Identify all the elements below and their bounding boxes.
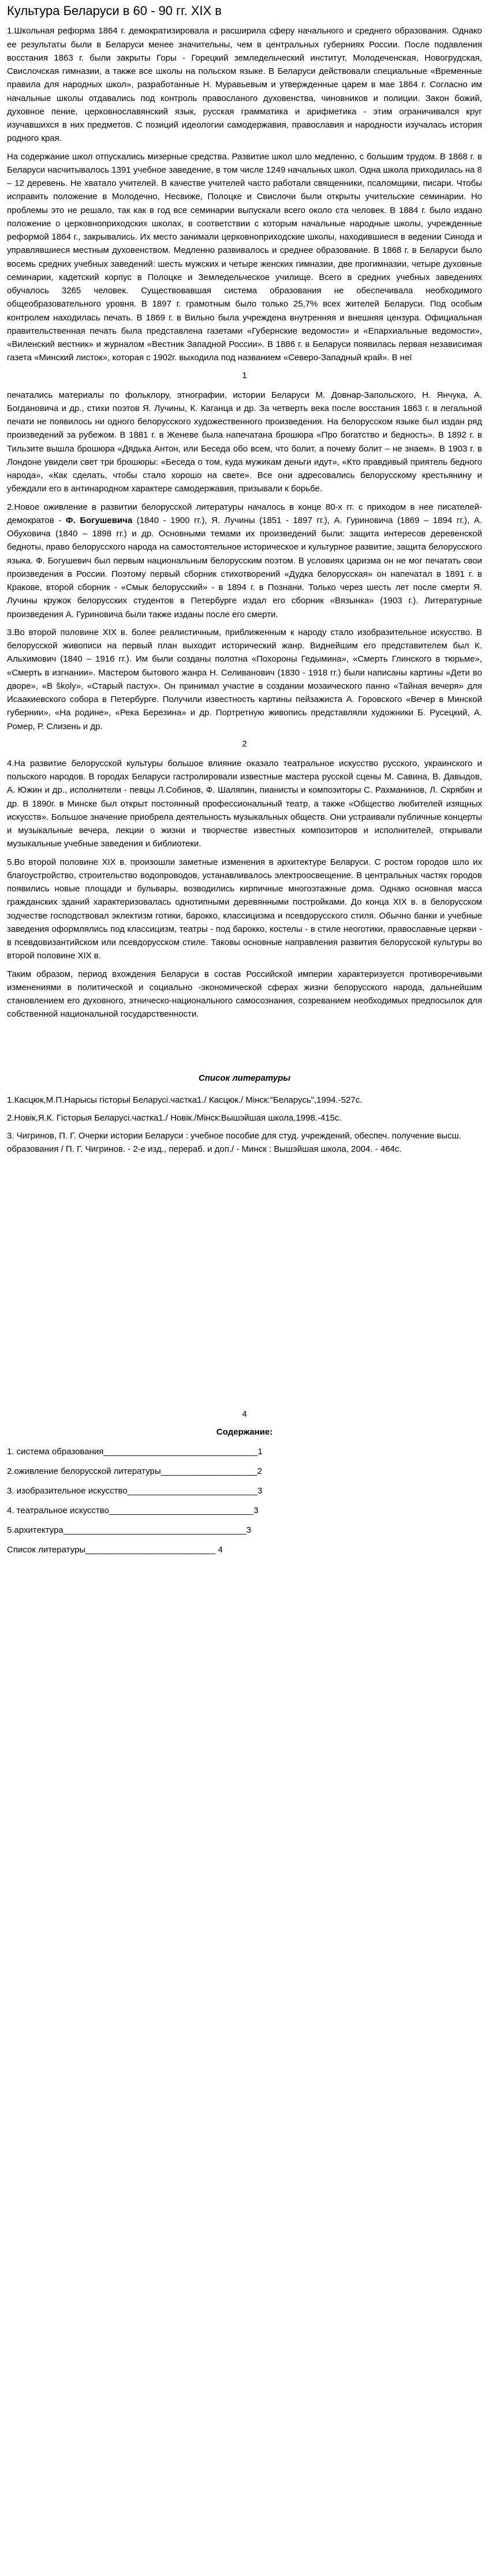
- page-number: 2: [242, 738, 247, 749]
- paragraph-fine-art: 3.Во второй половине XIX в. более реалистичным, приближенным к народу стало изобразительное искусство. В белорусской живописи на первый план выходит исторический жанр. Виднейшим его представителем был К. Альхимович (1840 – 1916 гг.). Им были созданы полотна «Похороны Гедымина», «Смерть Глинского в тюрьме», «Смерть в изгнании». Мастером бытового жанра Н. Селиванович (1830 - 1918 гг.) были написаны картины «Дети во дворе», «В školу», «Старый пастух». Он принимал участие в создании мозаического панно «Тайная вечеря» для Исаакиевского собора в Петербурге. Получили известность картины пейзажиста А. Горовского «Вечер в Минской губернии», «На родине», «Река Березина» и др. Портретную живопись представляли художники Б. Русецкий, А. Ромер, Р. Слизень и др.: [7, 627, 482, 731]
- toc-entry[interactable]: 5.архитектура______________________________________3: [7, 1525, 252, 1535]
- page-number: 1: [242, 370, 247, 380]
- page-title: Культура Беларуси в 60 - 90 гг. XIX в: [7, 3, 222, 18]
- paragraph-architecture: 5.Во второй половине XIX в. произошли заметные изменения в архитектуре Беларуси. С ростом городов шло их благоустройство, строительство водопроводов, устанавливалось электроосвещение. В центральных частях городов появились новые площади и бульвары, возводились кирпичные многоэтажные дома. Однако основная масса гражданских зданий характеризовалась однотипными деревянными постройками. До конца XIX в. в белорусском зодчестве господствовал эклектизм готики, барокко, классицизма и псевдорусского стиля. Обычно банки и учебные заведения оформлялись под классицизм, театры - под барокко, костелы - в стиле неоготики, православные церкви - в псевдовизантийском или псевдорусском стиле. Таковы основные направления развития белорусской культуры во второй половине XIX в.: [7, 857, 482, 961]
- author-name-bogushevich: Ф. Богушевича: [65, 515, 133, 525]
- page-number: 4: [242, 1409, 247, 1419]
- contents-title: Содержание:: [216, 1427, 273, 1437]
- literature-text-after: (1840 - 1900 гг.), Я. Лучины (1851 - 1897 гг.), А. Гуриновича (1869 – 1894 гг.), А. Обуховича (1840 – 1898 гг.) и др. Основными темами их произведений были: защита интересов деревенской бедноты, право белорусского народа на самостоятельное историческое и культурное развитие, защита белорусского языка. Ф. Богушевич был первым национальным белорусским поэтом. В условиях царизма он не мог печатать свои произведения в России. Поэтому первый сборник стихотворений «Дудка белорусская» он напечатал в 1891 г. в Кракове, второй сборник - «Смык белорусский» - в 1894 г. в Познани. Только через шесть лет после смерти Я. Лучины кружок белорусских студентов в Петербурге издал его сборник «Вязынка» (1903 г.). Литературные произведения А. Гуриновича были также изданы после его смерти.: [7, 515, 482, 619]
- toc-entry[interactable]: 3. изобразительное искусство___________________________3: [7, 1485, 263, 1496]
- paragraph-press-folklore: печатались материалы по фольклору, этнографии, истории Беларуси М. Довнар-Запольского, Н. Янчука, А. Богдановича и др., стихи поэтов Я. Лучины, К. Каганца и др. За четверть века после восстания 1863 г. в легальной печати не появилось ни одного белорусского художественного произведения. На белорусском языке был издан ряд произведений за рубежом. В 1881 г. в Женеве была напечатана брошюра «Про богатство и бедность». В 1892 г. в Тильзите вышла брошюра «Дядька Антон, или Беседа обо всем, что болит, а почему болит – не знаем». В 1903 г. в Лондоне увидели свет три брошюры: «Беседа о том, куда мужикам деньги идут», «Кто правдивый приятель бедного народа», «Как сделать, чтобы стало хорошо на свете». Все они адресовались белорусскому крестьянину и убеждали его в антинародном характере самодержавия, призывали к борьбе.: [7, 390, 482, 494]
- literature-list-title: Список литературы: [198, 1073, 291, 1083]
- paragraph-theatre: 4.На развитие белорусской культуры большое влияние оказало театральное искусство русского, украинского и польского народов. В городах Беларуси гастролировали известные мастера русской сцены М. Савина, В. Давыдов, А. Южин и др., исполнители - певцы Л.Собинов, Ф. Шаляпин, пианисты и композиторы С. Рахманинов, Л. Скрябин и др. В 1890г. в Минске был открыт постоянный профессиональный театр, а также «Общество любителей изящных искусств». Большое значение приобрела деятельность музыкальных обществ. Они устраивали публичные концерты и музыкальные вечера, лекции о жизни и творчестве известных композиторов и исполнителей, открывали музыкальные учебные заведения и библиотеки.: [7, 758, 482, 849]
- toc-entry[interactable]: 2.оживление белорусской литературы____________________2: [7, 1466, 262, 1476]
- paragraph-school-funding: На содержание школ отпускались мизерные средства. Развитие школ шло медленно, с большим трудом. В 1868 г. в Беларуси насчитывалось 1391 учебное заведение, в том числе 1249 начальных школ. Одна школа приходилась на 8 – 12 деревень. Не хватало учителей. В качестве учителей часто работали священники, псаломщики, писари. Чтобы исправить положение в Молодечно, Несвиже, Полоцке и Свислочи были открыты учительские семинарии. Но проблемы это не решало, так как в год все семинарии выпускали всего около ста человек. В 1884 г. было издано положение о церковноприходских школах, в соответствии с которым начальные народные школы, учрежденные реформой 1864 г., закрывались. Их место занимали церковноприходские школы, находившиеся в ведении Синода и управлявшиеся местным духовенством. Медленно развивалось и среднее образование. В 1868 г. в Беларуси было восемь средних учебных заведений: шесть мужских и четыре женских гимназии, две прогимназии, четыре духовные семинарии, кадетский корпус в Полоцке и Земледельческое училище. Всего в средних учебных заведениях обучалось 3265 человек. Существовавшая система образования не обеспечивала необходимого общеобразовательного уровня. В 1897 г. грамотным было только 25,7% всех жителей Беларуси. Под особым контролем находилась печать. В 1869 г. в Вильно была учреждена внутренняя и внешняя цензура. Официальная правительственная печать была представлена газетами «Губернские ведомости» и «Епархиальные ведомости», «Виленский вестник» и журналом «Вестник Западной России». В 1886 г. в Беларуси появилась первая независимая газета «Минский листок», которая с 1902г. выходила под названием «Северо-Западный край». В неї: [7, 151, 482, 363]
- literature-item: 2.Новік,Я.К. Гісторыя Беларусі.частка1./ Новік./Мінск:Вышэйшая школа,1998.-415с.: [7, 1112, 342, 1123]
- literature-item: 3. Чигринов, П. Г. Очерки истории Беларуси : учебное пособие для студ. учреждений, обеспеч. получение высш. образования / П. Г. Чигринов. - 2-е изд., перераб. и доп./ - Минск : Вышэйшая школа, 2004. - 464с.: [7, 1131, 461, 1155]
- literature-text-before: 2.Новое оживление в развитии белорусской литературы началось в конце 80-х гг. с приходом в нее писателей-демократов -: [7, 502, 482, 525]
- paragraph-literature: [7, 501, 482, 621]
- paragraph-conclusion: Таким образом, период вхождения Беларуси в состав Российской империи характеризуется противоречивыми изменениями в политической и социально -экономической сферах жизни белорусского народа, дальнейшим становлением его духовного, этническо-национального самосознания, созреванием необходимых предпосылок для собственной национальной государственности.: [7, 969, 482, 1020]
- paragraph-education-reform: 1.Школьная реформа 1864 г. демократизировала и расширила сферу начального и среднего образования. Однако ее результаты были в Беларуси менее значительны, чем в центральных губерниях России. После подавления восстания 1863 г. были закрыты Горы - Горецкий земледельческий институт, Молодеченская, Новогрудская, Свислочская гимназии, а также все школы на польском языке. В Беларуси действовали специальные «Временные правила для народных школ», разработанные Н. Муравьевым и утвержденные царем в мае 1864 г. Согласно им начальные школы отдавались под контроль правосланого духовенства, чиновников и полиции. Закон божий, духовное пение, церковнославянский язык, русская грамматика и арифметика - этим ограничивался круг изучавшихся в них предметов. С позиций идеологии самодержавия, православия и народности изучалась история родного края.: [7, 26, 482, 144]
- toc-entry[interactable]: Список литературы___________________________ 4: [7, 1544, 223, 1555]
- toc-entry[interactable]: 1. система образования________________________________1: [7, 1446, 263, 1457]
- literature-item: 1.Касцюк,М.П.Нарысы гісторыі Беларусі.частка1./ Касцюк./ Мінск:"Беларусь",1994.-527с.: [7, 1095, 363, 1105]
- toc-entry[interactable]: 4. театральное искусство______________________________3: [7, 1505, 259, 1515]
